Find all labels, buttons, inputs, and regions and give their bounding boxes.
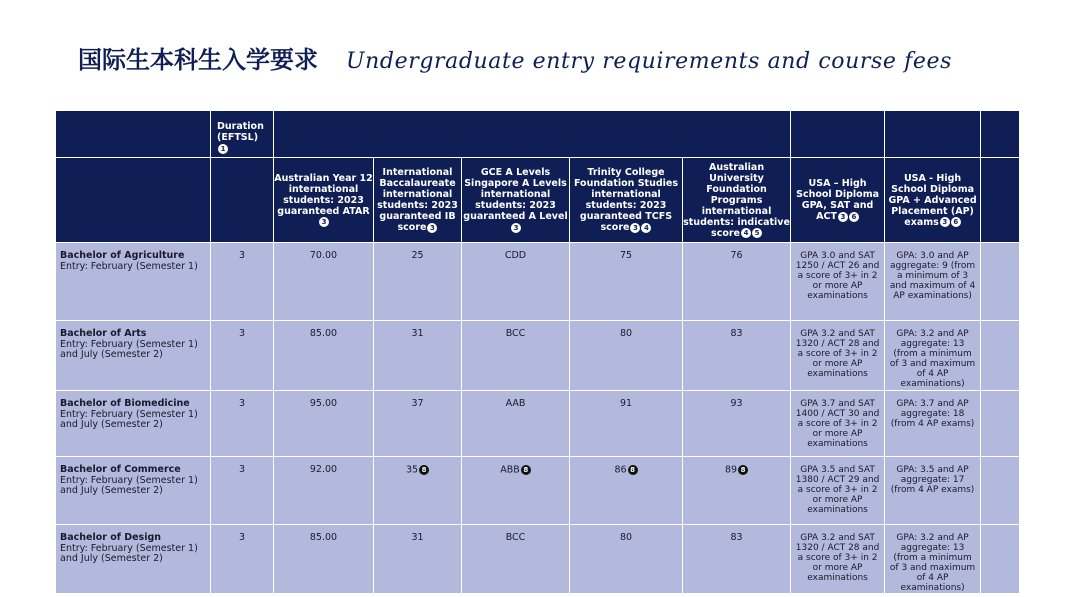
footnote-icon: 3	[630, 223, 640, 233]
footnote-icon: 5	[752, 228, 762, 238]
header-blank	[56, 111, 211, 158]
footnote-icon: 8	[419, 465, 429, 475]
cell-sat: GPA 3.5 and SAT 1380 / ACT 29 and a score of 3+ in 2 or more AP examinations	[791, 457, 885, 525]
cell-ap: GPA: 3.7 and AP aggregate: 18 (from 4 AP exams)	[885, 391, 981, 457]
header-col-3: Trinity College Foundation Studies international students: 2023 guaranteed TCFS score 3 4	[570, 158, 683, 243]
title-chinese: 国际生本科生入学要求	[78, 46, 318, 74]
cell-sat: GPA 3.0 and SAT 1250 / ACT 26 and a score of 3+ in 2 or more AP examinations	[791, 243, 885, 321]
program-name: Bachelor of Arts	[60, 328, 147, 339]
footnote-icon: 8	[628, 465, 638, 475]
cell-tcfs: 91	[570, 391, 683, 457]
header-blank-group	[274, 111, 791, 158]
cell-alevel: CDD	[462, 243, 570, 321]
cell-blank	[981, 457, 1020, 525]
cell-duration: 3	[211, 457, 274, 525]
header-blank	[981, 158, 1020, 243]
cell-atar: 85.00	[274, 525, 374, 594]
cell-ib: 35 8	[374, 457, 462, 525]
cell-blank	[981, 321, 1020, 391]
program-cell	[56, 457, 211, 525]
cell-tcfs: 80	[570, 321, 683, 391]
program-entry: Entry: February (Semester 1) and July (Semester 2)	[60, 542, 198, 564]
cell-ap: GPA: 3.5 and AP aggregate: 17 (from 4 AP exams)	[885, 457, 981, 525]
table-row	[56, 525, 1020, 594]
table-row	[56, 321, 1020, 391]
cell-aufp: 89 8	[683, 457, 791, 525]
cell-atar: 85.00	[274, 321, 374, 391]
cell-aufp: 93	[683, 391, 791, 457]
cell-duration: 3	[211, 525, 274, 594]
cell-ib: 25	[374, 243, 462, 321]
cell-sat: GPA 3.2 and SAT 1320 / ACT 28 and a score of 3+ in 2 or more AP examinations	[791, 525, 885, 594]
footnote-icon: 8	[521, 465, 531, 475]
footnote-icon: 3	[511, 223, 521, 233]
footnote-icon: 1	[218, 144, 228, 154]
header-blank	[56, 158, 211, 243]
footnote-icon: 6	[849, 212, 859, 222]
cell-ap: GPA: 3.0 and AP aggregate: 9 (from a minimum of 3 and maximum of 4 AP examinations)	[885, 243, 981, 321]
cell-ib: 31	[374, 525, 462, 594]
footnote-icon: 3	[427, 223, 437, 233]
title-english: Undergraduate entry requirements and course fees	[346, 49, 952, 74]
footnote-icon: 8	[738, 465, 748, 475]
cell-duration: 3	[211, 391, 274, 457]
table-row	[56, 243, 1020, 321]
header-col-5: USA – High School Diploma GPA, SAT and ACT 3 6	[791, 158, 885, 243]
cell-blank	[981, 391, 1020, 457]
footnote-icon: 4	[641, 223, 651, 233]
cell-atar: 92.00	[274, 457, 374, 525]
requirements-table	[55, 110, 1020, 594]
program-cell	[56, 525, 211, 594]
program-entry: Entry: February (Semester 1)	[60, 260, 198, 272]
header-blank	[981, 111, 1020, 158]
cell-atar: 95.00	[274, 391, 374, 457]
header-blank	[885, 111, 981, 158]
table-row	[56, 391, 1020, 457]
header-blank	[211, 158, 274, 243]
program-name: Bachelor of Biomedicine	[60, 398, 190, 409]
cell-alevel: BCC	[462, 525, 570, 594]
header-blank	[791, 111, 885, 158]
cell-alevel: ABB 8	[462, 457, 570, 525]
cell-aufp: 76	[683, 243, 791, 321]
cell-alevel: BCC	[462, 321, 570, 391]
cell-aufp: 83	[683, 525, 791, 594]
table-row	[56, 457, 1020, 525]
header-col-2: GCE A Levels Singapore A Levels international students: 2023 guaranteed A Level3	[462, 158, 570, 243]
cell-ap: GPA: 3.2 and AP aggregate: 13 (from a minimum of 3 and maximum of 4 AP examinations)	[885, 321, 981, 391]
header-col-6: USA - High School Diploma GPA + Advanced Placement (AP) exams 3 6	[885, 158, 981, 243]
cell-aufp: 83	[683, 321, 791, 391]
cell-blank	[981, 243, 1020, 321]
program-name: Bachelor of Design	[60, 532, 162, 543]
footnote-icon: 3	[838, 212, 848, 222]
header-col-4: Australian University Foundation Programs international students: indicative score 4 5	[683, 158, 791, 243]
cell-sat: GPA 3.2 and SAT 1320 / ACT 28 and a score of 3+ in 2 or more AP examinations	[791, 321, 885, 391]
cell-blank	[981, 525, 1020, 594]
cell-alevel: AAB	[462, 391, 570, 457]
footnote-icon: 6	[951, 217, 961, 227]
footnote-icon: 3	[319, 217, 329, 227]
cell-tcfs: 86 8	[570, 457, 683, 525]
footnote-icon: 3	[940, 217, 950, 227]
program-name: Bachelor of Agriculture	[60, 250, 185, 261]
program-cell	[56, 391, 211, 457]
cell-tcfs: 75	[570, 243, 683, 321]
program-cell	[56, 321, 211, 391]
header-col-0: Australian Year 12 international students: 2023 guaranteed ATAR3	[274, 158, 374, 243]
cell-duration: 3	[211, 243, 274, 321]
program-entry: Entry: February (Semester 1) and July (Semester 2)	[60, 408, 198, 430]
cell-duration: 3	[211, 321, 274, 391]
cell-tcfs: 80	[570, 525, 683, 594]
program-name: Bachelor of Commerce	[60, 464, 181, 475]
cell-ib: 37	[374, 391, 462, 457]
program-entry: Entry: February (Semester 1) and July (Semester 2)	[60, 338, 198, 360]
page-title	[78, 44, 978, 79]
cell-sat: GPA 3.7 and SAT 1400 / ACT 30 and a score of 3+ in 2 or more AP examinations	[791, 391, 885, 457]
header-col-1: International Baccalaureate international students: 2023 guaranteed IB score 3	[374, 158, 462, 243]
cell-ib: 31	[374, 321, 462, 391]
cell-atar: 70.00	[274, 243, 374, 321]
header-duration: Duration (EFTSL)1	[211, 111, 274, 158]
footnote-icon: 4	[741, 228, 751, 238]
program-entry: Entry: February (Semester 1) and July (Semester 2)	[60, 474, 198, 496]
program-cell	[56, 243, 211, 321]
cell-ap: GPA: 3.2 and AP aggregate: 13 (from a minimum of 3 and maximum of 4 AP examinations)	[885, 525, 981, 594]
